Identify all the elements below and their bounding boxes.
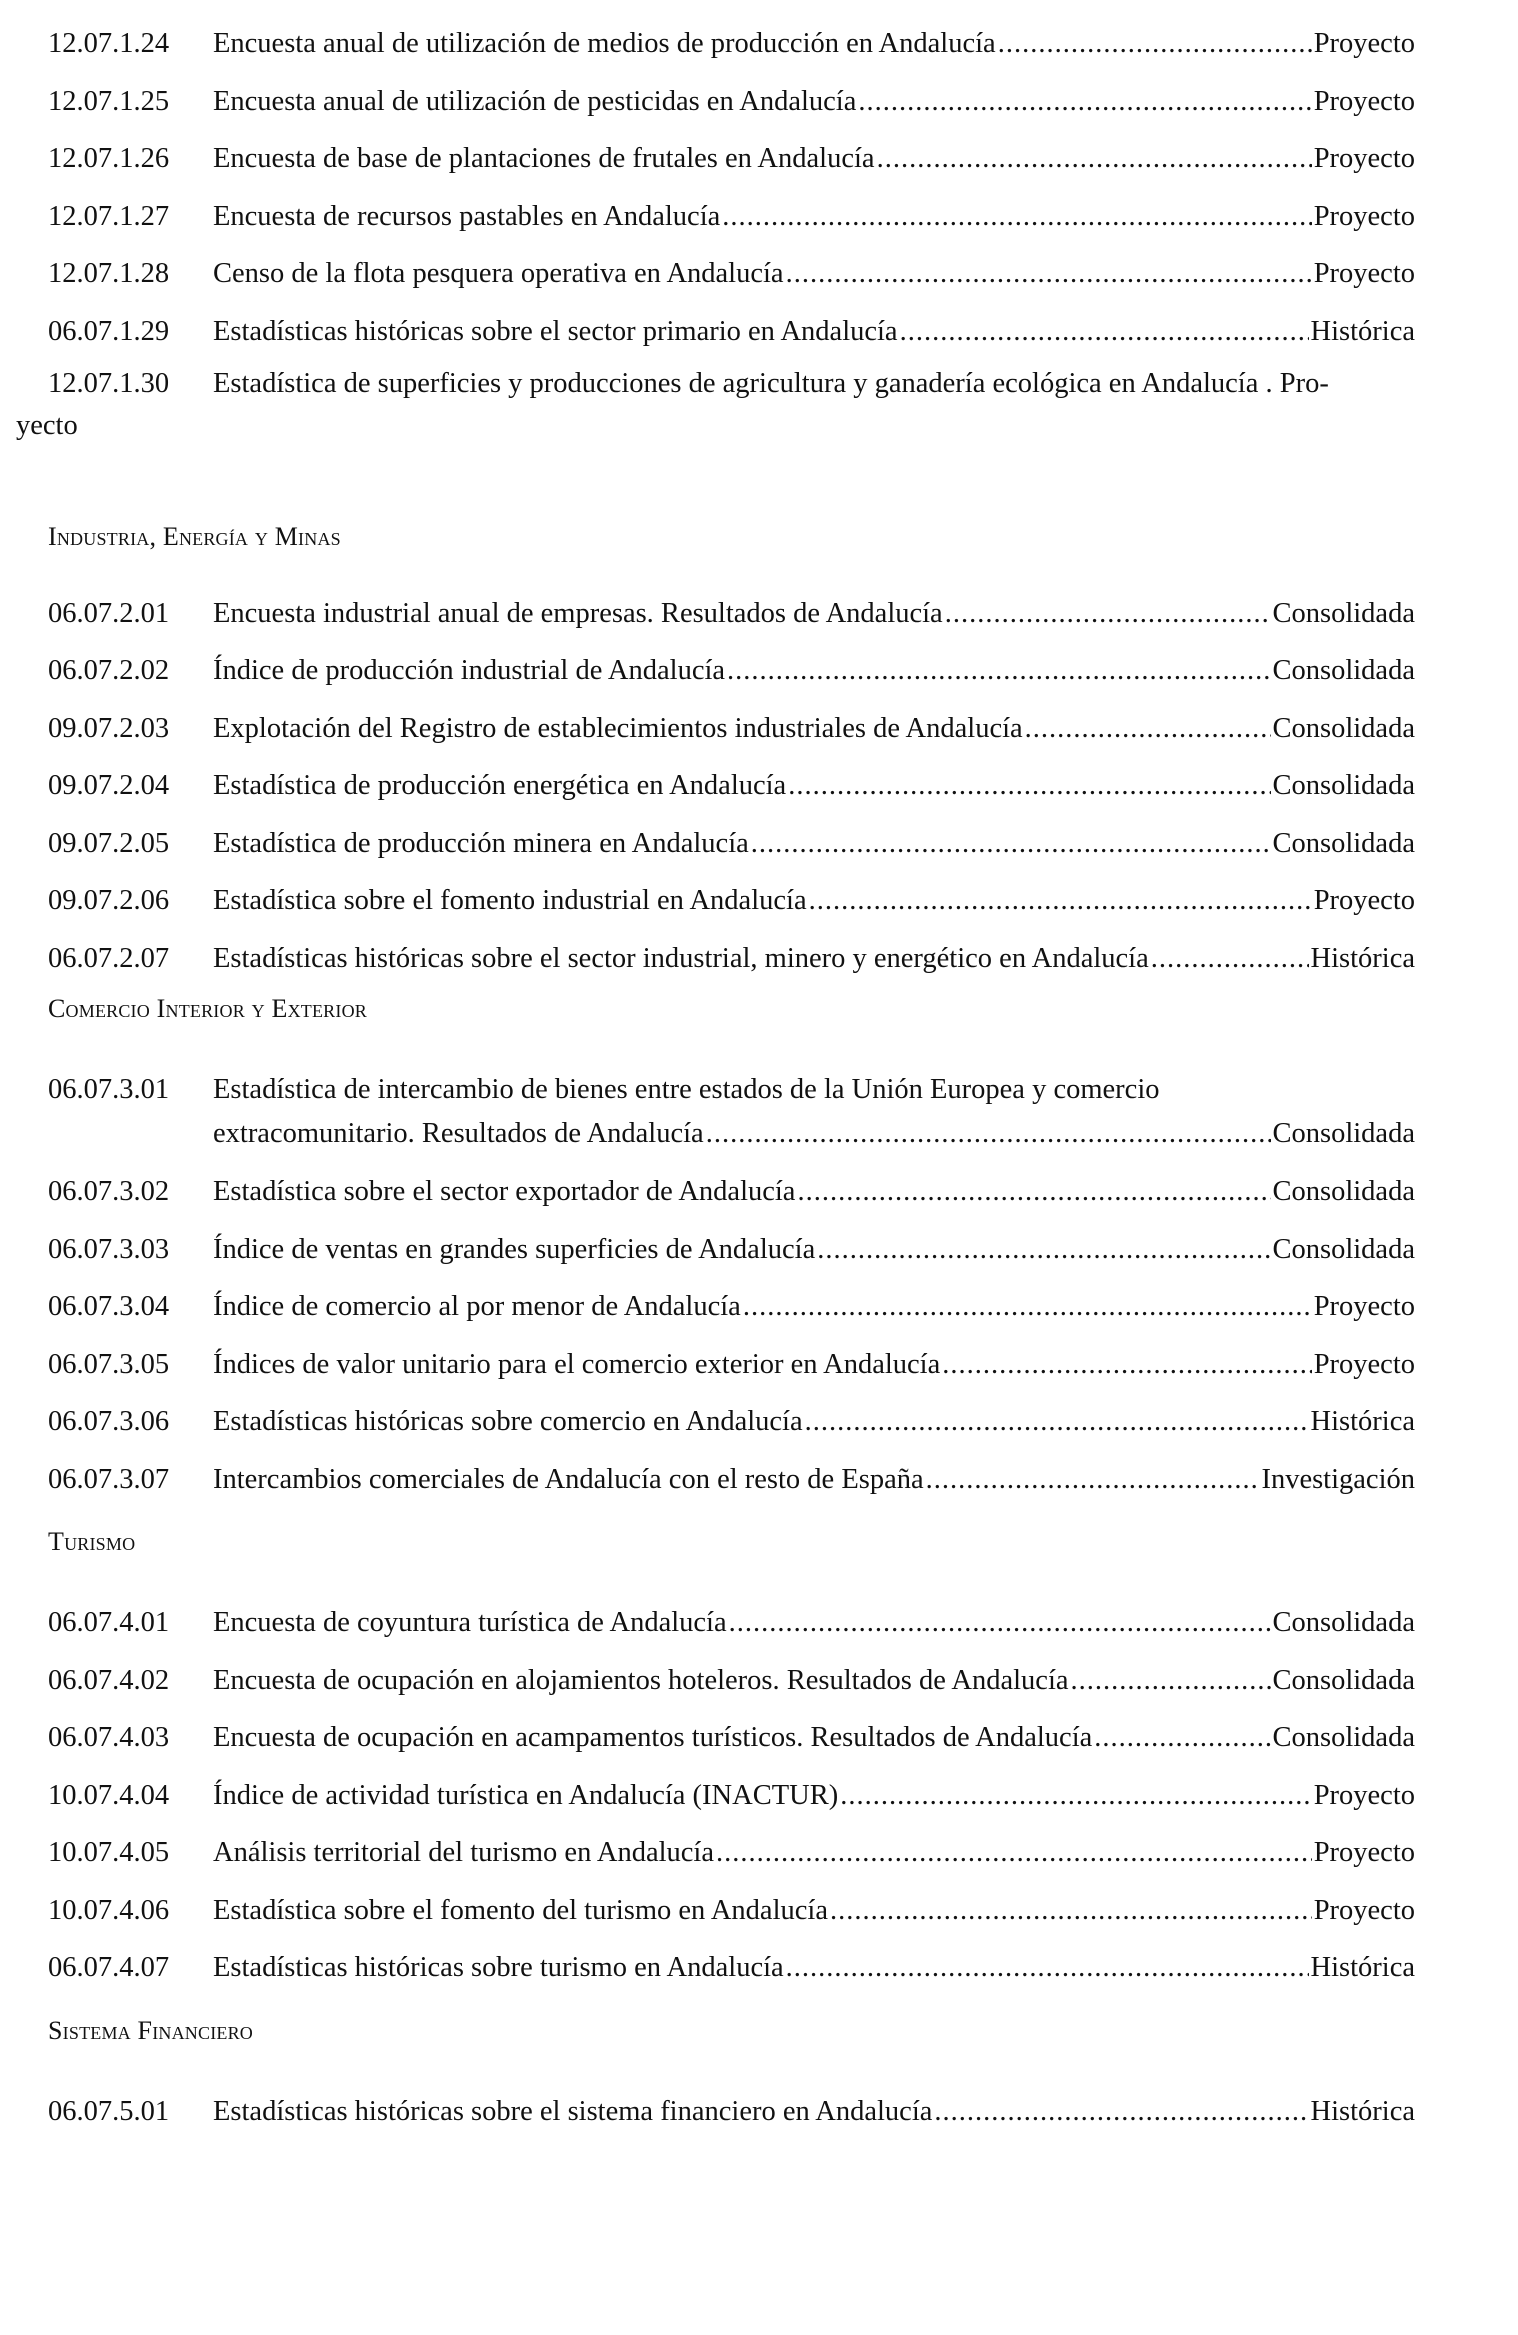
dot-leader bbox=[945, 592, 1271, 636]
dot-leader bbox=[729, 1601, 1271, 1645]
list-item bbox=[0, 310, 1518, 362]
entry-code: 06.07.4.07 bbox=[48, 1952, 170, 1983]
list-item bbox=[0, 1601, 1518, 1659]
entry-status: Consolidada bbox=[1272, 1118, 1415, 1149]
dot-leader bbox=[788, 764, 1270, 808]
list-item bbox=[0, 2090, 1518, 2148]
entry-status: Proyecto bbox=[1313, 1779, 1415, 1811]
list-item bbox=[0, 252, 1518, 310]
entry-code: 06.07.3.01 bbox=[48, 1074, 170, 1105]
dot-leader bbox=[1151, 937, 1309, 981]
entry-status: Consolidada bbox=[1272, 1233, 1415, 1265]
list-item bbox=[0, 1285, 1518, 1343]
entry-code: 06.07.2.07 bbox=[48, 942, 170, 974]
entry-title: Estadísticas históricas sobre turismo en Andalucía bbox=[213, 1952, 784, 1983]
entry-code: 12.07.1.25 bbox=[48, 85, 170, 117]
dot-leader bbox=[805, 1400, 1309, 1444]
dot-leader bbox=[1025, 707, 1271, 751]
entry-code: 06.07.2.02 bbox=[48, 655, 170, 686]
entry-status: Histórica bbox=[1310, 1952, 1415, 1983]
entry-status: Consolidada bbox=[1272, 1176, 1415, 1207]
entry-code: 09.07.2.05 bbox=[48, 827, 170, 859]
entry-title: Estadística de superficies y producciones de agricultura y ganadería ecológica en Andalucía . Pro- bbox=[213, 367, 1329, 399]
entry-status: Proyecto bbox=[1313, 885, 1415, 916]
entry-status: Consolidada bbox=[1272, 1664, 1415, 1696]
entry-list-financiero bbox=[0, 2090, 1518, 2148]
list-item bbox=[0, 1343, 1518, 1401]
dot-leader bbox=[840, 1774, 1311, 1818]
list-item bbox=[0, 1831, 1518, 1889]
entry-title: Estadísticas históricas sobre el sector primario en Andalucía bbox=[213, 315, 898, 347]
list-item bbox=[0, 764, 1518, 822]
entry-title: Estadística sobre el fomento industrial en Andalucía bbox=[213, 885, 807, 916]
dot-leader bbox=[786, 252, 1312, 296]
entry-code: 12.07.1.30 bbox=[48, 367, 170, 399]
entry-code: 06.07.4.01 bbox=[48, 1607, 170, 1638]
section-heading: Comercio Interior y Exterior bbox=[48, 994, 367, 1023]
entry-status: Consolidada bbox=[1272, 655, 1415, 686]
entry-list-turismo bbox=[0, 1601, 1518, 2004]
entry-code: 12.07.1.27 bbox=[48, 200, 170, 232]
entry-title: Encuesta de ocupación en acampamentos turísticos. Resultados de Andalucía bbox=[213, 1722, 1093, 1753]
entry-title: Estadísticas históricas sobre el sistema financiero en Andalucía bbox=[213, 2095, 933, 2127]
entry-code: 06.07.3.05 bbox=[48, 1348, 170, 1380]
entry-status: Histórica bbox=[1310, 315, 1415, 347]
list-item bbox=[0, 22, 1518, 80]
entry-title: Estadística sobre el fomento del turismo en Andalucía bbox=[213, 1894, 828, 1926]
section-heading: Industria, Energía y Minas bbox=[48, 521, 341, 551]
list-item bbox=[0, 592, 1518, 650]
entry-title: Encuesta de base de plantaciones de frutales en Andalucía bbox=[213, 143, 875, 174]
entry-status: Proyecto bbox=[1313, 1894, 1415, 1926]
entry-code: 10.07.4.04 bbox=[48, 1779, 170, 1811]
entry-status: Consolidada bbox=[1272, 1722, 1415, 1753]
dot-leader bbox=[1094, 1716, 1270, 1760]
list-item bbox=[0, 1458, 1518, 1516]
dot-leader bbox=[926, 1458, 1260, 1502]
entry-title: Estadísticas históricas sobre el sector industrial, minero y energético en Andalucía bbox=[213, 942, 1149, 974]
entry-title: Encuesta de ocupación en alojamientos hoteleros. Resultados de Andalucía bbox=[213, 1664, 1069, 1696]
list-item bbox=[0, 1774, 1518, 1832]
list-item bbox=[0, 1716, 1518, 1774]
list-item bbox=[0, 822, 1518, 880]
entry-status: Proyecto bbox=[1313, 1348, 1415, 1380]
entry-title: Índice de comercio al por menor de Andalucía bbox=[213, 1291, 741, 1322]
entry-title: Explotación del Registro de establecimientos industriales de Andalucía bbox=[213, 712, 1023, 744]
dot-leader bbox=[942, 1343, 1311, 1387]
entry-title: Encuesta anual de utilización de pesticidas en Andalucía bbox=[213, 85, 857, 117]
list-item bbox=[0, 362, 1518, 446]
entry-code: 12.07.1.24 bbox=[48, 28, 170, 59]
entry-code: 06.07.3.02 bbox=[48, 1176, 170, 1207]
dot-leader bbox=[998, 22, 1312, 66]
list-item bbox=[0, 195, 1518, 253]
entry-status: Proyecto bbox=[1313, 143, 1415, 174]
entry-title-continuation: yecto bbox=[16, 409, 78, 441]
dot-leader bbox=[830, 1889, 1312, 1933]
entry-code: 10.07.4.05 bbox=[48, 1837, 170, 1868]
list-item bbox=[0, 1228, 1518, 1286]
entry-code: 09.07.2.03 bbox=[48, 712, 170, 744]
dot-leader bbox=[900, 310, 1309, 354]
entry-code: 12.07.1.28 bbox=[48, 258, 170, 289]
list-item bbox=[0, 1400, 1518, 1458]
entry-title: Estadística sobre el sector exportador de Andalucía bbox=[213, 1176, 796, 1207]
entry-status: Histórica bbox=[1310, 1406, 1415, 1437]
entry-title: Índice de ventas en grandes superficies de Andalucía bbox=[213, 1233, 816, 1265]
entry-status: Proyecto bbox=[1313, 200, 1415, 232]
entry-status: Histórica bbox=[1310, 2095, 1415, 2127]
dot-leader bbox=[1071, 1659, 1271, 1703]
entry-title: Estadística de producción energética en Andalucía bbox=[213, 770, 787, 801]
entry-title-continuation: extracomunitario. Resultados de Andalucía bbox=[213, 1118, 704, 1149]
entry-status: Proyecto bbox=[1313, 1291, 1415, 1322]
entry-title: Intercambios comerciales de Andalucía con el resto de España bbox=[213, 1463, 924, 1495]
entry-status: Consolidada bbox=[1272, 1607, 1415, 1638]
list-item bbox=[0, 937, 1518, 995]
entry-code: 06.07.1.29 bbox=[48, 315, 170, 347]
dot-leader bbox=[786, 1946, 1309, 1990]
entry-title: Encuesta anual de utilización de medios de producción en Andalucía bbox=[213, 28, 996, 59]
entry-title: Encuesta de recursos pastables en Andalucía bbox=[213, 200, 721, 232]
entry-list-primary bbox=[0, 22, 1518, 446]
dot-leader bbox=[751, 822, 1271, 866]
entry-title: Encuesta de coyuntura turística de Andalucía bbox=[213, 1607, 727, 1638]
entry-code: 12.07.1.26 bbox=[48, 143, 170, 174]
entry-title: Estadística de producción minera en Andalucía bbox=[213, 827, 749, 859]
entry-title: Encuesta industrial anual de empresas. Resultados de Andalucía bbox=[213, 597, 943, 629]
entry-code: 06.07.3.04 bbox=[48, 1291, 170, 1322]
entry-status: Consolidada bbox=[1272, 712, 1415, 744]
entry-code: 09.07.2.04 bbox=[48, 770, 170, 801]
entry-title: Índice de producción industrial de Andalucía bbox=[213, 655, 726, 686]
entry-title: Análisis territorial del turismo en Andalucía bbox=[213, 1837, 715, 1868]
entry-code: 06.07.5.01 bbox=[48, 2095, 170, 2127]
list-item bbox=[0, 1659, 1518, 1717]
dot-leader bbox=[797, 1170, 1270, 1214]
list-item bbox=[0, 137, 1518, 195]
dot-leader bbox=[934, 2090, 1308, 2134]
entry-code: 09.07.2.06 bbox=[48, 885, 170, 916]
entry-status: Investigación bbox=[1261, 1463, 1415, 1495]
dot-leader bbox=[858, 80, 1311, 124]
entry-list-industria bbox=[0, 592, 1518, 995]
list-item bbox=[0, 1889, 1518, 1947]
dot-leader bbox=[817, 1228, 1270, 1272]
entry-status: Consolidada bbox=[1272, 827, 1415, 859]
entry-status: Histórica bbox=[1310, 942, 1415, 974]
dot-leader bbox=[877, 137, 1312, 181]
dot-leader bbox=[716, 1831, 1312, 1875]
list-item bbox=[0, 1170, 1518, 1228]
dot-leader bbox=[743, 1285, 1312, 1329]
list-item bbox=[0, 1068, 1518, 1170]
entry-code: 06.07.3.07 bbox=[48, 1463, 170, 1495]
dot-leader bbox=[809, 879, 1312, 923]
section-heading: Turismo bbox=[48, 1527, 136, 1556]
entry-code: 10.07.4.06 bbox=[48, 1894, 170, 1926]
entry-title: Índices de valor unitario para el comercio exterior en Andalucía bbox=[213, 1348, 941, 1380]
dot-leader bbox=[706, 1112, 1271, 1156]
entry-title: Estadística de intercambio de bienes entre estados de la Unión Europea y comercio bbox=[213, 1074, 1160, 1105]
dot-leader bbox=[722, 195, 1311, 239]
entry-code: 06.07.4.03 bbox=[48, 1722, 170, 1753]
list-item bbox=[0, 1946, 1518, 2004]
entry-status: Proyecto bbox=[1313, 85, 1415, 117]
entry-status: Consolidada bbox=[1272, 597, 1415, 629]
section-heading: Sistema Financiero bbox=[48, 2015, 254, 2045]
entry-code: 06.07.3.06 bbox=[48, 1406, 170, 1437]
list-item bbox=[0, 879, 1518, 937]
entry-status: Proyecto bbox=[1313, 28, 1415, 59]
entry-title: Estadísticas históricas sobre comercio en Andalucía bbox=[213, 1406, 803, 1437]
entry-code: 06.07.2.01 bbox=[48, 597, 170, 629]
entry-title: Censo de la flota pesquera operativa en Andalucía bbox=[213, 258, 784, 289]
entry-status: Proyecto bbox=[1313, 258, 1415, 289]
entry-status: Consolidada bbox=[1272, 770, 1415, 801]
entry-code: 06.07.3.03 bbox=[48, 1233, 170, 1265]
entry-title: Índice de actividad turística en Andalucía (INACTUR) bbox=[213, 1779, 839, 1811]
entry-code: 06.07.4.02 bbox=[48, 1664, 170, 1696]
entry-status: Proyecto bbox=[1313, 1837, 1415, 1868]
dot-leader bbox=[727, 649, 1270, 693]
list-item bbox=[0, 649, 1518, 707]
list-item bbox=[0, 80, 1518, 138]
list-item bbox=[0, 707, 1518, 765]
entry-list-comercio bbox=[0, 1068, 1518, 1515]
